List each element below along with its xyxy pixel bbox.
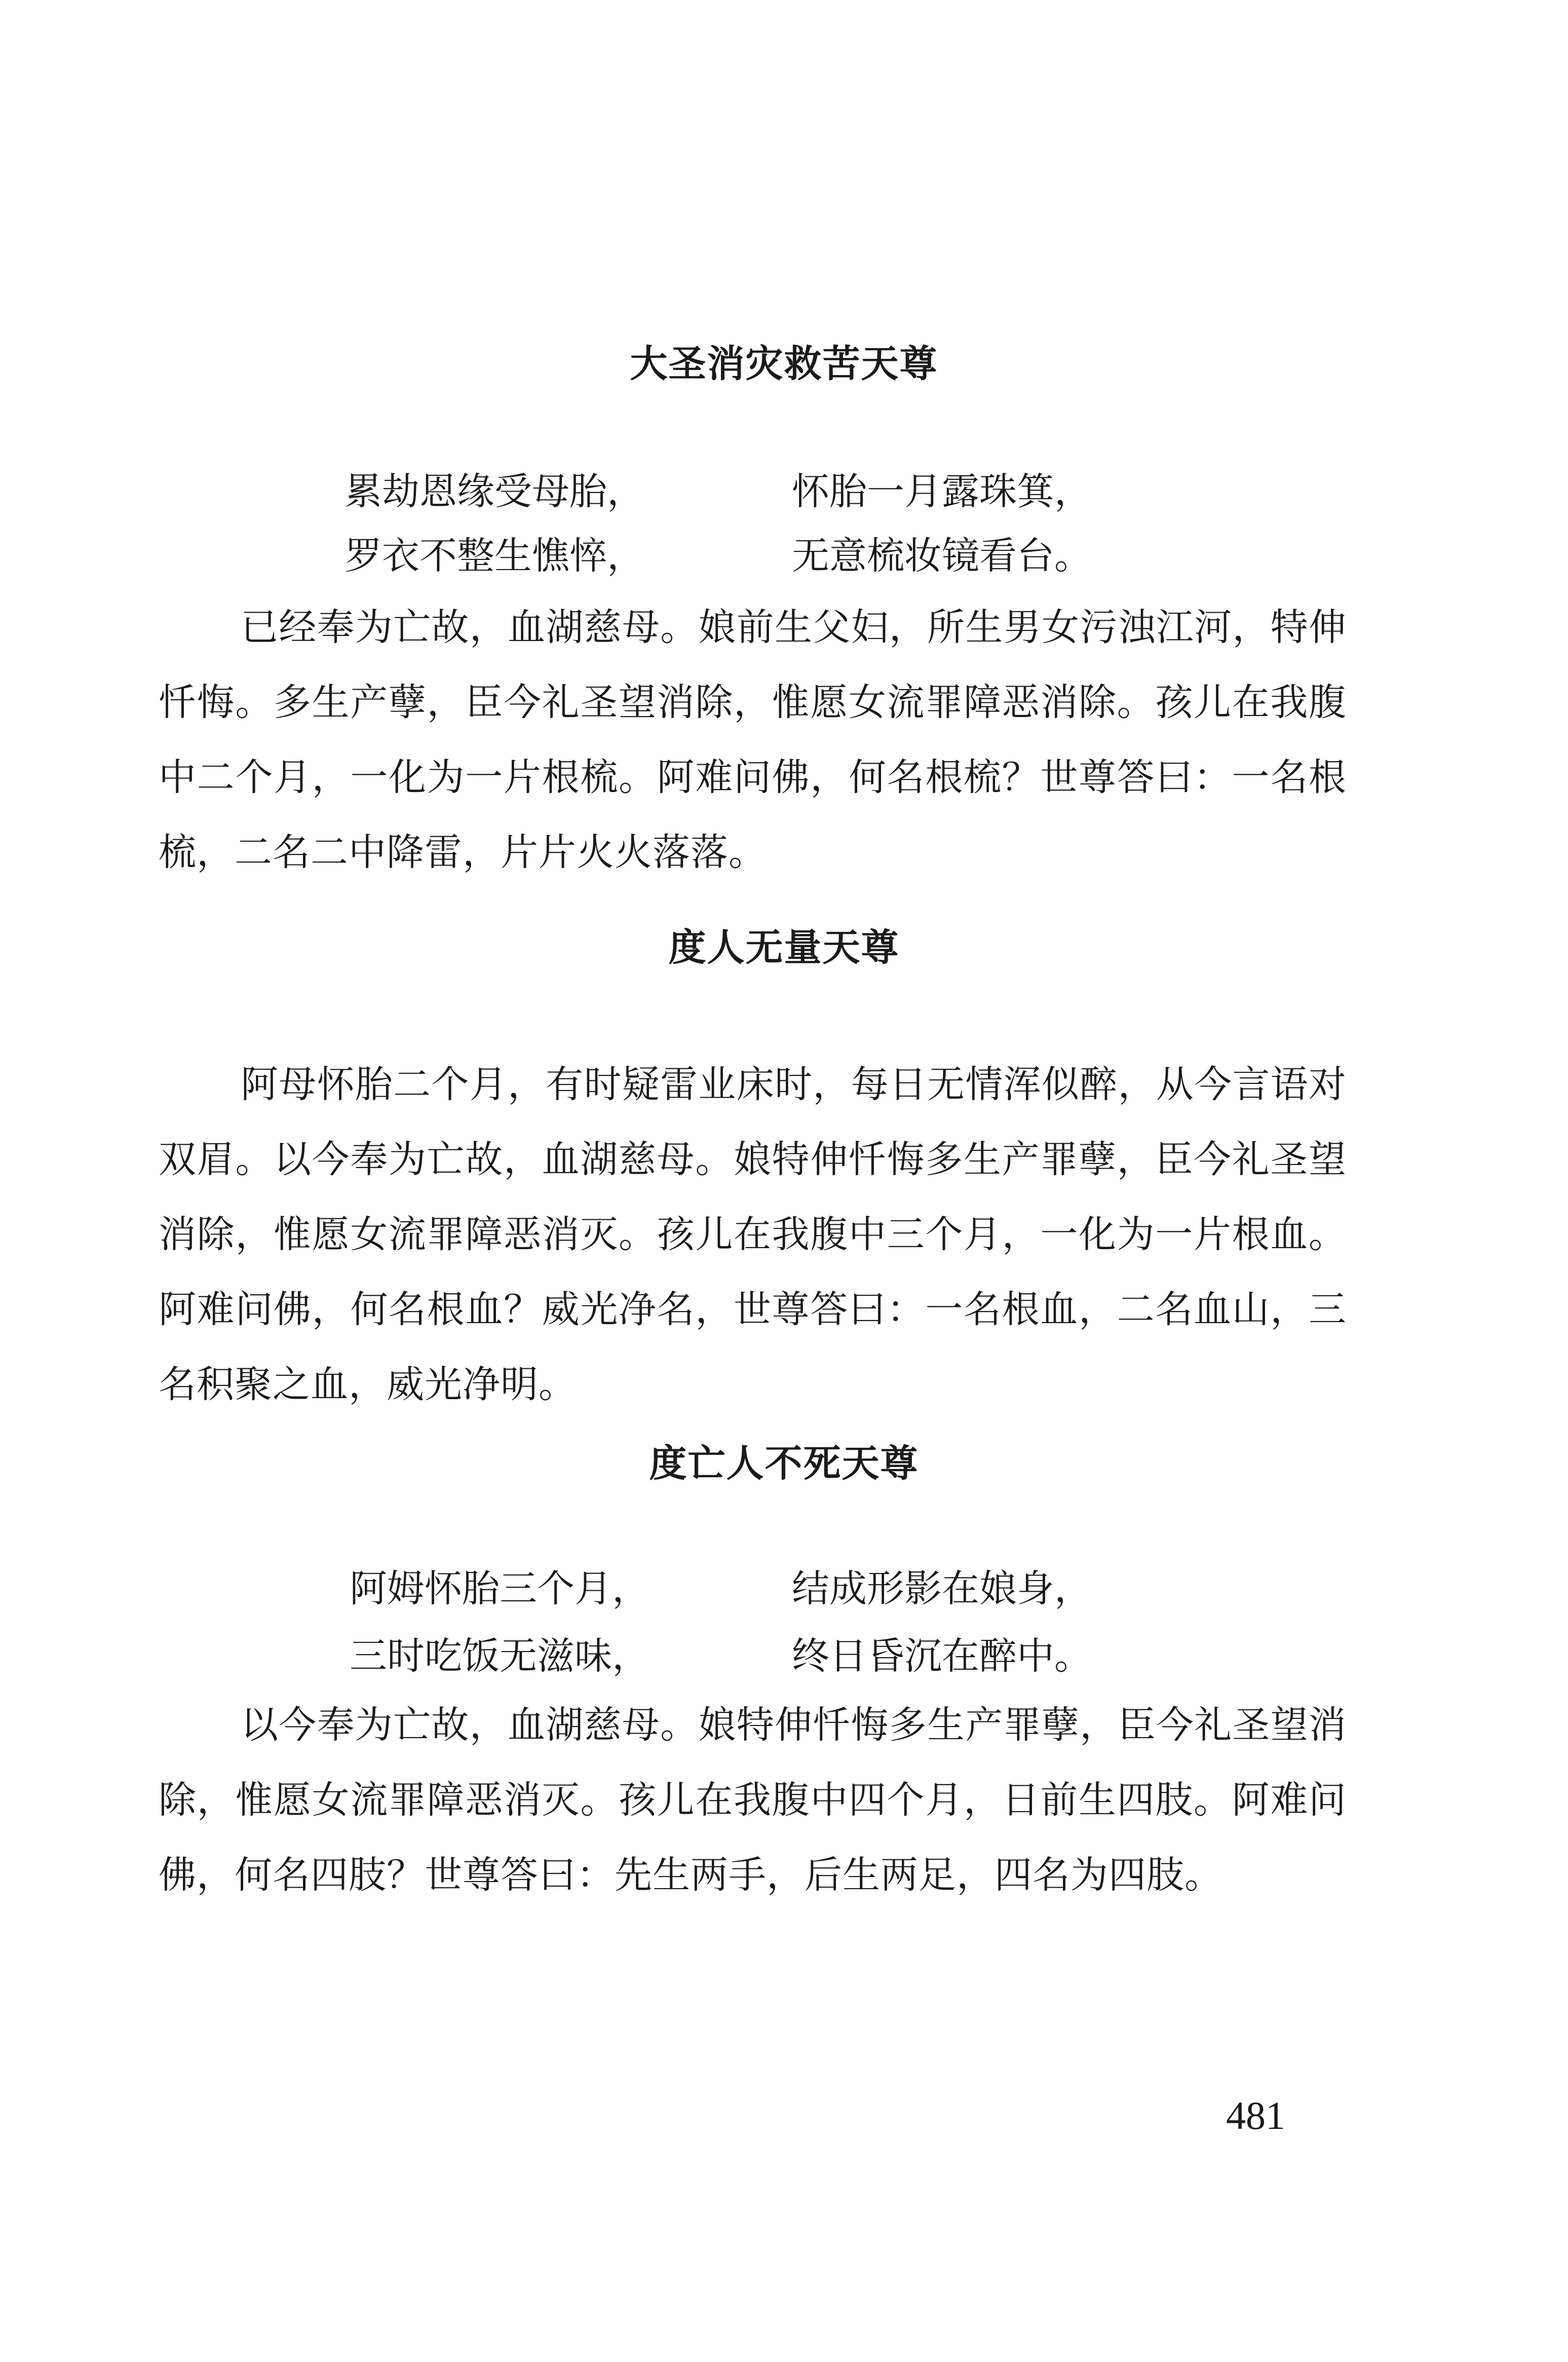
page-number: 481 bbox=[1226, 2093, 1285, 2138]
section-heading: 度人无量天尊 bbox=[668, 926, 900, 969]
section-heading: 大圣消灾救苦天尊 bbox=[630, 342, 938, 386]
body-paragraph: 以今奉为亡故，血湖慈母。娘特伸忏悔多生产罪孽，臣今礼圣望消除，惟愿女流罪障恶消灭。孩儿在我腹中四个月，日前生四肢。阿难问佛，何名四肢？世尊答曰：先生两手，后生两足，四名为四肢。 bbox=[159, 1703, 1347, 1897]
verse-line-right: 怀胎一月露珠箕， bbox=[792, 470, 1092, 513]
body-paragraph: 阿母怀胎二个月，有时疑雷业床时，每日无情浑似醉，从今言语对双眉。以今奉为亡故，血湖慈母。娘特伸忏悔多生产罪孽，臣今礼圣望消除，惟愿女流罪障恶消灭。孩儿在我腹中三个月，一化为一片根血。阿难问佛，何名根血？威光净名，世尊答曰：一名根血，二名血山，三名积聚之血，威光净明。 bbox=[159, 1063, 1347, 1406]
verse-line-right: 无意梳妆镜看台。 bbox=[792, 534, 1092, 578]
body-paragraph: 已经奉为亡故，血湖慈母。娘前生父妇，所生男女污浊江河，特伸忏悔。多生产孽，臣今礼圣望消除，惟愿女流罪障恶消除。孩儿在我腹中二个月，一化为一片根梳。阿难问佛，何名根梳？世尊答曰：一名根梳，二名二中降雷，片片火火落落。 bbox=[159, 606, 1347, 874]
verse-line-left: 累劫恩缘受母胎， bbox=[345, 470, 644, 513]
section-heading: 度亡人不死天尊 bbox=[649, 1442, 919, 1485]
verse-line-right: 结成形影在娘身， bbox=[792, 1567, 1092, 1610]
verse-line-right: 终日昏沉在醉中。 bbox=[792, 1634, 1092, 1678]
verse-line-left: 阿姆怀胎三个月， bbox=[350, 1567, 649, 1610]
verse-line-left: 罗衣不整生憔悴， bbox=[345, 534, 644, 578]
verse-line-left: 三时吃饭无滋味， bbox=[350, 1634, 649, 1678]
